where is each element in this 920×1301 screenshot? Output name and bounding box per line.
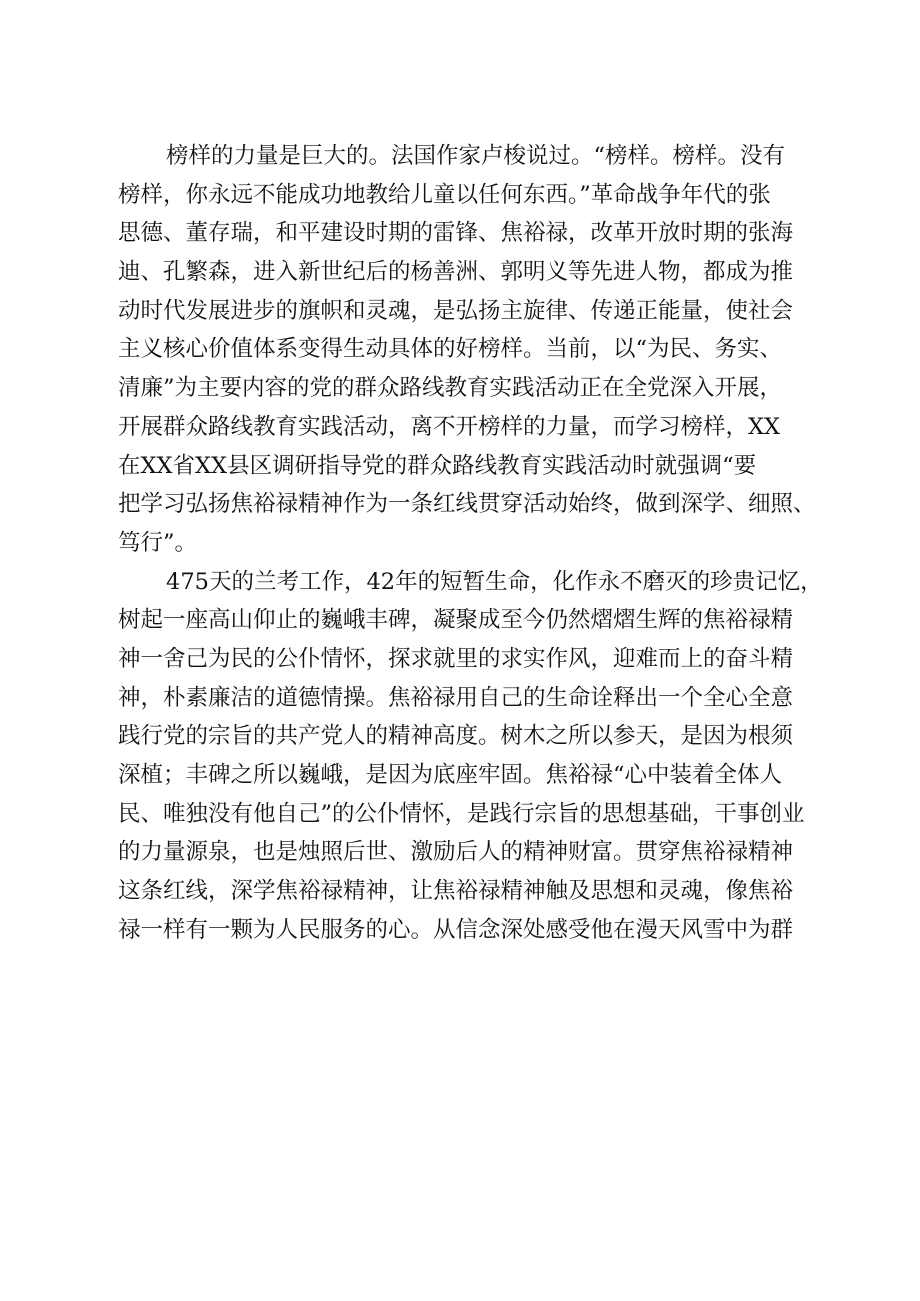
text-line: 禄一样有一颗为人民服务的心。从信念深处感受他在漫天风雪中为群 xyxy=(118,916,794,943)
text-line: 迪、孔繁森，进入新世纪后的杨善洲、郭明义等先进人物，都成为推 xyxy=(118,259,794,286)
text-line: 榜样，你永远不能成功地教给儿童以任何东西。”革命战争年代的张 xyxy=(118,181,771,208)
text-line: 的力量源泉，也是烛照后世、激励后人的精神财富。贯穿焦裕禄精神 xyxy=(118,839,794,866)
text-line: 榜样的力量是巨大的。法国作家卢梭说过。“榜样。榜样。没有 xyxy=(166,143,786,169)
text-line: 神，朴素廉洁的道德情操。焦裕禄用自己的生命诠释出一个全心全意 xyxy=(118,684,794,711)
text-line: 笃行”。 xyxy=(118,529,198,556)
text-line: 这条红线，深学焦裕禄精神，让焦裕禄精神触及思想和灵魂，像焦裕 xyxy=(118,878,794,905)
text-line: 清廉”为主要内容的党的群众路线教育实践活动正在全党深入开展， xyxy=(118,375,783,402)
text-line: 主义核心价值体系变得生动具体的好榜样。当前，以“为民、务实、 xyxy=(118,336,783,363)
text-line: 深植；丰碑之所以巍峨，是因为底座牢固。焦裕禄“心中装着全体人 xyxy=(118,762,783,788)
document-body xyxy=(118,137,828,949)
text-line: 475天的兰考工作，42年的短暂生命，化作永不磨灭的珍贵记忆， xyxy=(166,568,823,595)
text-line: 践行党的宗旨的共产党人的精神高度。树木之所以参天，是因为根须 xyxy=(118,723,794,750)
text-line: 民、唯独没有他自己”的公仆情怀，是践行宗旨的思想基础，干事创业 xyxy=(118,800,805,827)
text-line: 开展群众路线教育实践活动，离不开榜样的力量，而学习榜样，XX xyxy=(118,413,781,440)
text-line: 思德、董存瑞，和平建设时期的雷锋、焦裕禄，改革开放时期的张海 xyxy=(118,220,794,247)
text-line: 在XX省XX县区调研指导党的群众路线教育实践活动时就强调“要 xyxy=(118,452,757,479)
paragraph-jiao-yulu-spirit xyxy=(118,563,828,950)
text-line: 动时代发展进步的旗帜和灵魂，是弘扬主旋律、传递正能量，使社会 xyxy=(118,297,794,324)
text-line: 树起一座高山仰止的巍峨丰碑，凝聚成至今仍然熠熠生辉的焦裕禄精 xyxy=(118,607,794,634)
paragraph-role-models xyxy=(118,137,828,563)
text-line: 神一舍己为民的公仆情怀，探求就里的求实作风，迎难而上的奋斗精 xyxy=(118,645,794,672)
text-line: 把学习弘扬焦裕禄精神作为一条红线贯穿活动始终，做到深学、细照、 xyxy=(118,491,816,518)
